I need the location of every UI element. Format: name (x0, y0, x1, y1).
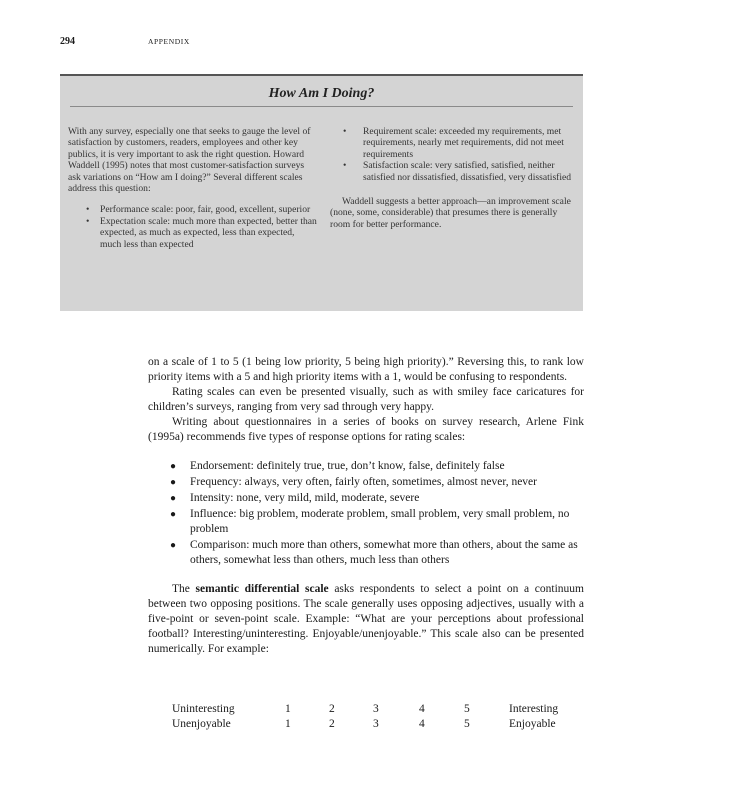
sidebar-left-column (68, 126, 318, 250)
scale-point: 1 (285, 718, 291, 730)
scale-right-label: Enjoyable (509, 718, 556, 730)
scale-point: 3 (373, 718, 379, 730)
list-item: ● Frequency: always, very often, fairly often, sometimes, almost never, never (148, 475, 584, 490)
running-head: APPENDIX (148, 37, 190, 46)
sidebar-right-list (330, 126, 575, 183)
sidebar-box (60, 74, 583, 311)
semantic-scale-example (172, 702, 592, 732)
sidebar-closing: Waddell suggests a better approach—an improvement scale (none, some, considerable) that presumes there is generally room for better performance. (330, 196, 571, 230)
list-item: • Satisfaction scale: very satisfied, satisfied, neither satisfied nor dissatisfied, dissatisfied, very dissatisfied (330, 160, 575, 183)
scale-left-label: Unenjoyable (172, 718, 231, 730)
scale-point: 5 (464, 703, 470, 715)
sidebar-divider (70, 106, 573, 107)
scale-point: 4 (419, 703, 425, 715)
list-item: • Expectation scale: much more than expected, better than expected, as much as expected, less than expected, much less than expected (68, 216, 318, 250)
scale-row (172, 717, 592, 732)
list-item: • Requirement scale: exceeded my requirements, met requirements, nearly met requirements, did not meet requirements (330, 126, 575, 160)
paragraph: on a scale of 1 to 5 (1 being low priority, 5 being high priority).” Reversing this, to rank low priority items with a 5 and high priority items with a 1, would be confusing to respondents. (148, 356, 584, 383)
list-item: ● Intensity: none, very mild, mild, moderate, severe (148, 491, 584, 506)
page-number: 294 (60, 36, 75, 47)
paragraph-prefix: The (172, 583, 196, 595)
list-item: ● Comparison: much more than others, somewhat more than others, about the same as others, somewhat less than others, much less than others (148, 538, 584, 568)
paragraph (148, 582, 584, 657)
scale-point: 5 (464, 718, 470, 730)
list-item: • Performance scale: poor, fair, good, excellent, superior (68, 204, 318, 215)
scale-point: 4 (419, 718, 425, 730)
scale-point: 1 (285, 703, 291, 715)
list-item: ● Endorsement: definitely true, true, don’t know, false, definitely false (148, 459, 584, 474)
scale-point: 2 (329, 718, 335, 730)
sidebar-title: How Am I Doing? (268, 86, 375, 101)
response-options-list (148, 459, 584, 568)
paragraph: Rating scales can even be presented visually, such as with smiley face caricatures for children’s surveys, ranging from very sad through very happy. (148, 386, 584, 413)
key-term: semantic differential scale (195, 583, 329, 595)
scale-left-label: Uninteresting (172, 703, 235, 715)
sidebar-right-column (330, 126, 575, 230)
sidebar-left-list (68, 204, 318, 250)
scale-point: 3 (373, 703, 379, 715)
scale-row (172, 702, 592, 717)
body-text (148, 355, 584, 657)
sidebar-intro: With any survey, especially one that seeks to gauge the level of satisfaction by customers, readers, employees and other key publics, it is very important to ask the right question. Howard Waddell (1995) notes that most customer-satisfaction surveys ask variations on “How am I doing?” Several different scales address this question: (68, 126, 311, 195)
paragraph: Writing about questionnaires in a series of books on survey research, Arlene Fink (1995a) recommends five types of response options for rating scales: (148, 416, 584, 443)
scale-point: 2 (329, 703, 335, 715)
paragraph-rest: asks respondents to select a point on a continuum between two opposing positions. The scale generally uses opposing adjectives, usually with a five-point or seven-point scale. Example: “What are your perceptions about professional football? Interesting/uninteresting. Enjoyable/unenjoyable.” This scale also can be presented numerically. For example: (148, 583, 584, 655)
scale-right-label: Interesting (509, 703, 559, 715)
list-item: ● Influence: big problem, moderate problem, small problem, very small problem, no problem (148, 507, 584, 537)
